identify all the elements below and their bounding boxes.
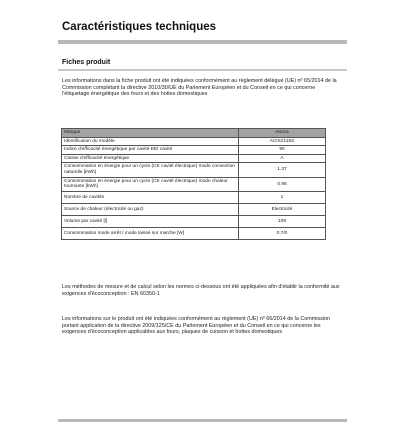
row-label: Indice d'efficacité énergétique par cavité EEI cavité (62, 146, 239, 155)
row-value: 90 (239, 146, 326, 155)
footer-divider (58, 419, 347, 422)
row-label: Consommation en énergie pour un cycle (CE cavité électrique) mode convection naturelle [kWh] (62, 163, 239, 177)
brand-value: Amica (239, 129, 326, 138)
section-heading: Fiches produit (62, 59, 111, 66)
row-value: 1.37 (239, 163, 326, 177)
row-value: ACIS2115S (239, 137, 326, 146)
row-value: 108 (239, 216, 326, 228)
row-value: Electricité (239, 204, 326, 216)
table-row (62, 216, 326, 228)
table-header-row (62, 129, 326, 138)
row-label: Volume par cavité [l] (62, 216, 239, 228)
brand-label: Marque (62, 129, 239, 138)
row-label: Classe d'efficacité énergétique (62, 154, 239, 163)
row-label: Identification du modèle (62, 137, 239, 146)
row-value: 0.95 (239, 177, 326, 191)
row-value: A (239, 154, 326, 163)
table-row (62, 154, 326, 163)
product-spec-table (61, 128, 326, 240)
section-divider (58, 69, 347, 71)
table-row (62, 146, 326, 155)
ecodesign-paragraph: Les informations sur le produit ont été indiquées conformément au règlement (UE) nº 66/2014 de la Commission portant application de la directive 2009/125/CE du Parlement Européen et du Conseil en ce qui concerne les exigences d'écoconception applicables aux fours, plaques de cuisson et hottes domestiques (62, 316, 331, 336)
row-value: 1 (239, 192, 326, 204)
table-row (62, 163, 326, 177)
row-label: Source de chaleur (électricité ou gaz) (62, 204, 239, 216)
row-label: Nombre de cavités (62, 192, 239, 204)
table-row (62, 192, 326, 204)
title-divider (58, 40, 347, 44)
row-label: Consommation mode arrêt / mode laissé sur marche [W] (62, 228, 239, 240)
row-value: 0.7/0 (239, 228, 326, 240)
table-row (62, 177, 326, 191)
page-title: Caractéristiques techniques (62, 21, 217, 33)
measurement-methods-paragraph: Les méthodes de mesure et de calcul selon les normes ci-dessous ont été appliquées afin d'établir la conformité aux exigences d'écoconception : EN 60350-1 (62, 284, 340, 297)
intro-paragraph: Les informations dans la fiche produit ont été indiquées conformément au règlement délégué (UE) nº 65/2014 de la Commission complétant la directive 2010/30/UE du Parlement Européen et du Conseil en ce qui concerne l'étiquetage énergétique des fours et des hottes domestiques (62, 78, 337, 98)
row-label: Consommation en énergie pour un cycle (CE cavité électrique) mode chaleur tournante [kWh] (62, 177, 239, 191)
table-row (62, 228, 326, 240)
table-row (62, 137, 326, 146)
table-row (62, 204, 326, 216)
